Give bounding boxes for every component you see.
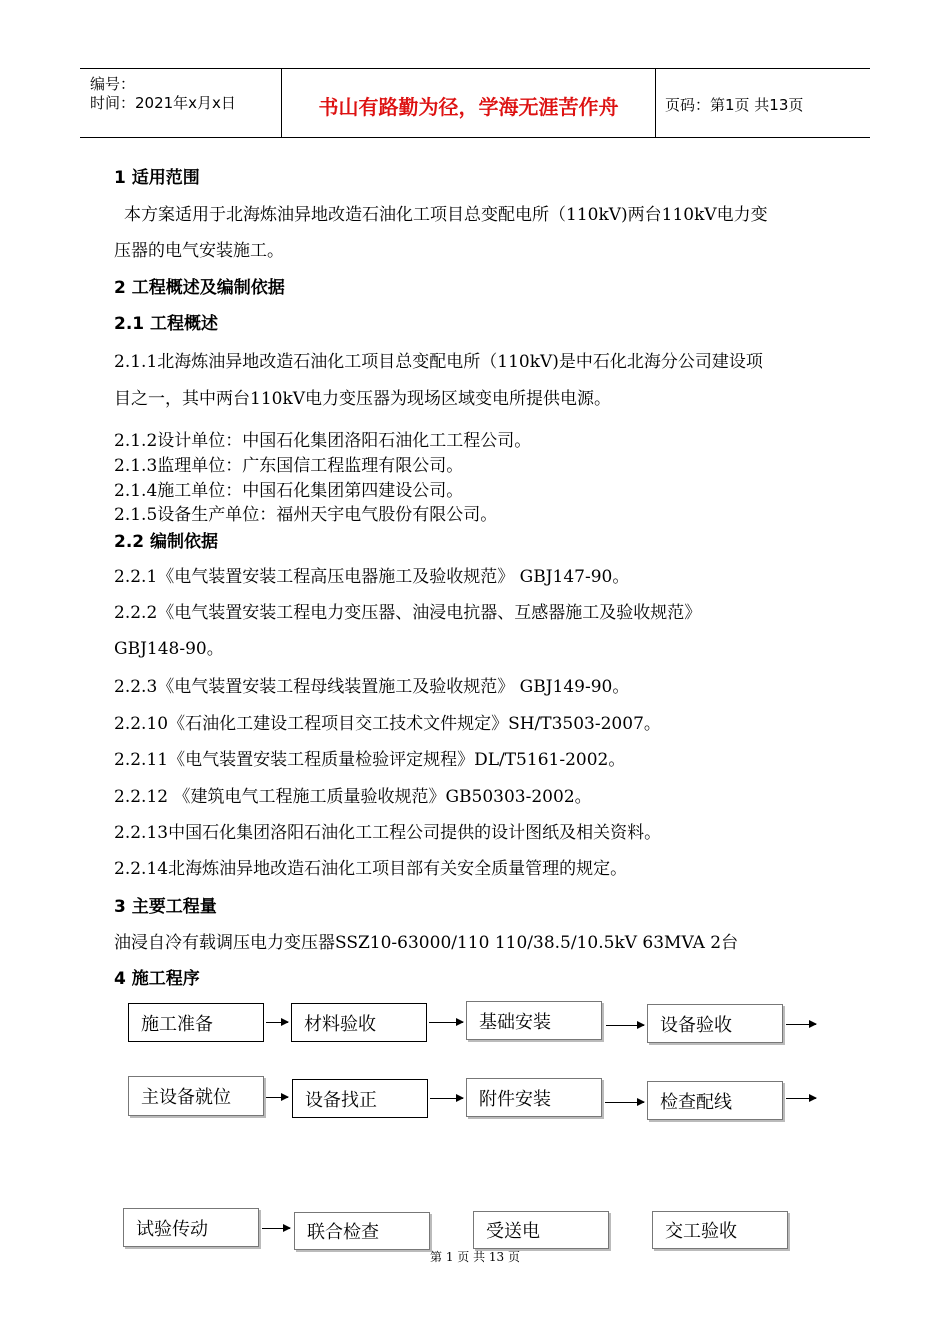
flow-step-wiring-check: 检查配线 xyxy=(647,1081,783,1120)
page-footer: 第 1 页 共 13 页 xyxy=(430,1250,520,1264)
flow-step-test: 试验传动 xyxy=(123,1208,259,1247)
flow-step-accessories: 附件安装 xyxy=(466,1078,602,1117)
item-2-2-3: 2.2.3《电气装置安装工程母线装置施工及验收规范》 GBJ149-90。 xyxy=(114,677,630,697)
flow-step-prep: 施工准备 xyxy=(128,1003,264,1042)
flow-step-energize: 受送电 xyxy=(473,1211,609,1249)
header-page-cell xyxy=(655,69,870,137)
flow-arrow xyxy=(266,1022,288,1023)
flow-arrow xyxy=(429,1022,463,1023)
doc-number-label: 编号： xyxy=(90,75,136,93)
flow-step-foundation: 基础安装 xyxy=(466,1001,602,1040)
flow-step-main-equipment: 主设备就位 xyxy=(128,1076,264,1116)
flow-arrow xyxy=(266,1097,288,1098)
section-1-para-line2: 压器的电气安装施工。 xyxy=(114,241,284,261)
header-page-info: 页码：第1页 共13页 xyxy=(665,96,804,114)
item-2-2-2-line2: GBJ148-90。 xyxy=(114,639,224,659)
item-2-1-1-line1: 2.1.1北海炼油异地改造石油化工项目总变配电所（110kV)是中石化北海分公司建设项 xyxy=(114,352,763,372)
item-2-2-10: 2.2.10《石油化工建设工程项目交工技术文件规定》SH/T3503-2007。 xyxy=(114,714,661,734)
flow-step-joint-inspection: 联合检查 xyxy=(294,1212,430,1250)
section-3-quantity: 油浸自冷有载调压电力变压器SSZ10-63000/110 110/38.5/10.5kV 63MVA 2台 xyxy=(114,933,739,953)
item-2-2-11: 2.2.11《电气装置安装工程质量检验评定规程》DL/T5161-2002。 xyxy=(114,750,626,770)
flow-arrow xyxy=(605,1102,644,1103)
item-2-2-1: 2.2.1《电气装置安装工程高压电器施工及验收规范》 GBJ147-90。 xyxy=(114,567,630,587)
flow-arrow xyxy=(262,1228,290,1229)
item-2-2-12: 2.2.12 《建筑电气工程施工质量验收规范》GB50303-2002。 xyxy=(114,787,592,807)
item-2-1-2: 2.1.2设计单位：中国石化集团洛阳石油化工工程公司。 xyxy=(114,431,532,451)
doc-time-label: 时间：2021年x月x日 xyxy=(90,94,236,112)
flow-step-handover: 交工验收 xyxy=(652,1211,788,1249)
item-2-1-3: 2.1.3监理单位：广东国信工程监理有限公司。 xyxy=(114,456,464,476)
header-left-cell xyxy=(80,69,281,137)
item-2-1-4: 2.1.4施工单位：中国石化集团第四建设公司。 xyxy=(114,481,464,501)
section-2-2-title: 2.2 编制依据 xyxy=(114,532,219,552)
section-3-title: 3 主要工程量 xyxy=(114,897,217,917)
item-2-2-14: 2.2.14北海炼油异地改造石油化工项目部有关安全质量管理的规定。 xyxy=(114,859,628,879)
item-2-2-13: 2.2.13中国石化集团洛阳石油化工工程公司提供的设计图纸及相关资料。 xyxy=(114,823,662,843)
section-1-para-line1: 本方案适用于北海炼油异地改造石油化工项目总变配电所（110kV)两台110kV电力变 xyxy=(124,205,768,225)
section-1-title: 1 适用范围 xyxy=(114,168,200,188)
document-header xyxy=(80,68,870,138)
item-2-2-2-line1: 2.2.2《电气装置安装工程电力变压器、油浸电抗器、互感器施工及验收规范》 xyxy=(114,603,702,623)
section-2-1-title: 2.1 工程概述 xyxy=(114,314,219,334)
header-motto: 书山有路勤为径，学海无涯苦作舟 xyxy=(318,95,619,119)
flow-step-equipment-check: 设备验收 xyxy=(647,1004,783,1043)
item-2-1-1-line2: 目之一，其中两台110kV电力变压器为现场区域变电所提供电源。 xyxy=(114,389,612,409)
item-2-1-5: 2.1.5设备生产单位：福州天宇电气股份有限公司。 xyxy=(114,505,498,525)
section-2-title: 2 工程概述及编制依据 xyxy=(114,278,285,298)
flow-step-material-check: 材料验收 xyxy=(291,1003,427,1042)
flow-arrow xyxy=(786,1098,816,1099)
header-motto-cell xyxy=(281,69,656,137)
flow-arrow xyxy=(430,1098,463,1099)
flow-step-alignment: 设备找正 xyxy=(292,1079,428,1118)
flow-arrow xyxy=(786,1024,816,1025)
flow-arrow xyxy=(606,1025,644,1026)
section-4-title: 4 施工程序 xyxy=(114,969,200,989)
